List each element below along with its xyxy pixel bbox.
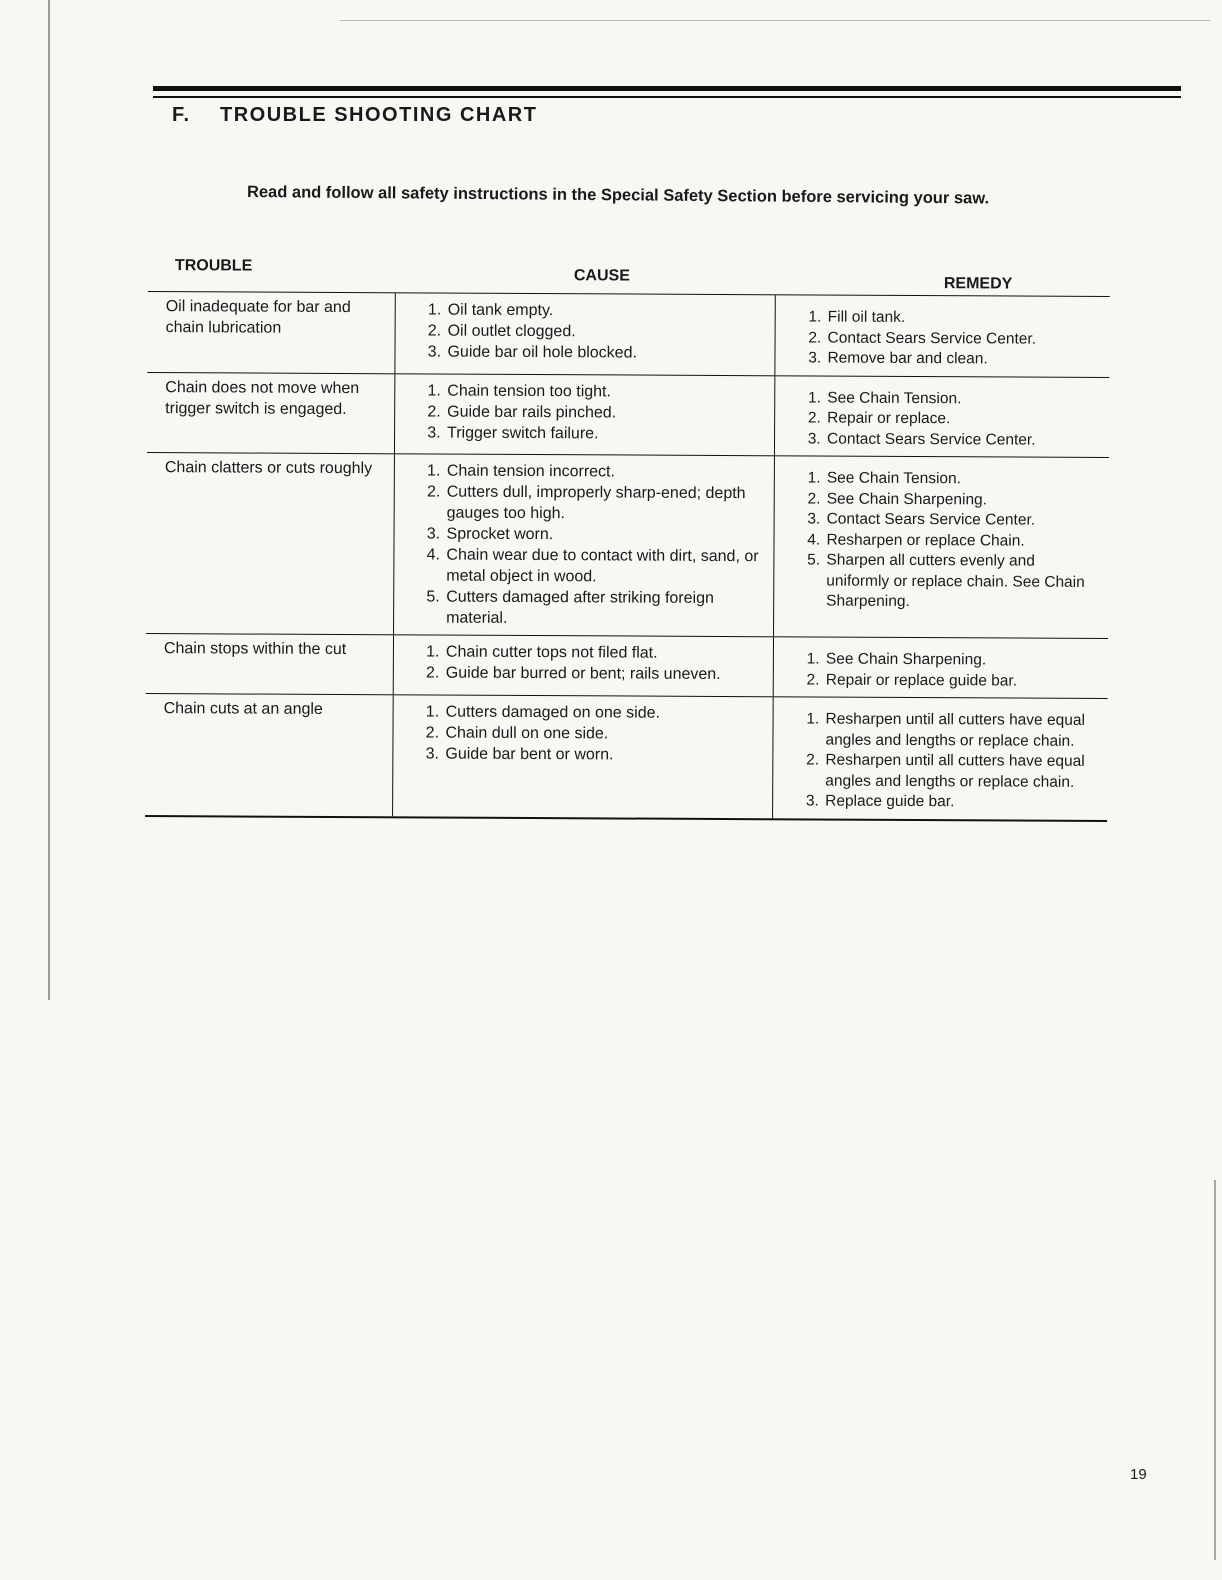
header-cause: CAUSE [573, 267, 630, 285]
remedy-cell [774, 637, 1108, 698]
cause-item: 1. Chain cutter tops not filed flat. [444, 642, 763, 665]
cause-item: 3. Guide bar oil hole blocked. [445, 342, 764, 365]
remedy-cell [773, 697, 1108, 819]
trouble-cell: Chain does not move when trigger switch is engaged. [147, 372, 395, 453]
remedy-cell-list [805, 388, 1101, 451]
cause-cell-list [424, 460, 764, 630]
troubleshooting-table [145, 255, 1110, 822]
table-row [145, 693, 1108, 822]
cause-cell [395, 374, 775, 455]
page-left-edge [48, 0, 50, 1000]
cause-cell [394, 635, 774, 696]
cause-item: 3. Guide bar bent or worn. [443, 744, 762, 767]
remedy-item: 2. Contact Sears Service Center. [826, 328, 1102, 350]
remedy-item: 3. Remove bar and clean. [825, 349, 1101, 371]
cause-item: 2. Guide bar burred or bent; rails uneven. [444, 663, 763, 686]
remedy-item: 2. Repair or replace guide bar. [824, 670, 1100, 692]
remedy-cell [774, 456, 1109, 638]
remedy-item: 1. See Chain Tension. [825, 388, 1101, 410]
cause-item: 5. Cutters damaged after striking foreign material. [444, 587, 763, 631]
remedy-item: 3. Contact Sears Service Center. [825, 510, 1101, 532]
cause-item: 3. Sprocket worn. [444, 524, 763, 547]
remedy-cell-list [804, 649, 1100, 692]
title-rule-heavy [153, 86, 1181, 91]
remedy-item: 5. Sharpen all cutters evenly and uniformly or replace chain. See Chain Sharpening. [824, 551, 1100, 614]
title-rule-thin [153, 96, 1181, 98]
cause-item: 1. Oil tank empty. [446, 300, 765, 323]
remedy-item: 3. Replace guide bar. [823, 792, 1099, 814]
remedy-cell-list [803, 709, 1100, 813]
table-row [146, 633, 1108, 698]
cause-cell [393, 695, 774, 817]
remedy-cell [775, 295, 1109, 376]
cause-cell-list [425, 380, 764, 445]
cause-cell-list [425, 299, 764, 364]
cause-cell [394, 454, 775, 636]
cause-item: 1. Cutters damaged on one side. [444, 702, 763, 725]
cause-item: 4. Chain wear due to contact with dirt, sand, or metal object in wood. [444, 545, 763, 589]
cause-item: 1. Chain tension incorrect. [445, 461, 764, 484]
section-title-text: TROUBLE SHOOTING CHART [220, 104, 538, 126]
trouble-cell: Chain stops within the cut [146, 634, 394, 694]
cause-item: 1. Chain tension too tight. [445, 380, 764, 403]
remedy-item: 2. See Chain Sharpening. [825, 489, 1101, 511]
remedy-item: 2. Repair or replace. [825, 409, 1101, 431]
remedy-item: 1. Fill oil tank. [826, 308, 1102, 330]
table-row [147, 371, 1109, 457]
page-right-edge [1214, 1180, 1216, 1560]
table-header [148, 255, 1110, 296]
header-trouble: TROUBLE [174, 257, 253, 275]
remedy-item: 1. Resharpen until all cutters have equal angles and lengths or replace chain. [823, 710, 1099, 752]
table-row [147, 291, 1109, 377]
section-title [172, 104, 537, 127]
table-row [146, 452, 1109, 638]
remedy-item: 4. Resharpen or replace Chain. [824, 530, 1100, 552]
trouble-cell: Oil inadequate for bar and chain lubrication [147, 292, 395, 373]
section-letter: F. [172, 104, 191, 126]
top-hairline [340, 20, 1210, 21]
cause-cell [395, 293, 775, 374]
cause-item: 2. Chain dull on one side. [443, 723, 762, 746]
remedy-cell [775, 376, 1109, 457]
header-remedy: REMEDY [943, 275, 1013, 293]
remedy-item: 2. Resharpen until all cutters have equal angles and lengths or replace chain. [823, 751, 1099, 793]
cause-cell-list [423, 701, 762, 766]
table-body [145, 291, 1110, 822]
trouble-cell: Chain clatters or cuts roughly [146, 453, 395, 634]
cause-cell-list [424, 641, 763, 685]
cause-item: 2. Cutters dull, improperly sharp-ened; depth gauges too high. [445, 482, 764, 526]
cause-item: 2. Oil outlet clogged. [446, 321, 765, 344]
remedy-item: 1. See Chain Tension. [825, 469, 1101, 491]
safety-note: Read and follow all safety instructions in the Special Safety Section before servicing your saw. [246, 183, 990, 208]
remedy-cell-list [804, 468, 1101, 613]
remedy-cell-list [805, 307, 1101, 370]
cause-item: 2. Guide bar rails pinched. [445, 401, 764, 424]
cause-item: 3. Trigger switch failure. [445, 422, 764, 445]
remedy-item: 1. See Chain Sharpening. [824, 650, 1100, 672]
trouble-cell: Chain cuts at an angle [145, 694, 394, 816]
page-number: 19 [1130, 1466, 1147, 1483]
remedy-item: 3. Contact Sears Service Center. [825, 429, 1101, 451]
